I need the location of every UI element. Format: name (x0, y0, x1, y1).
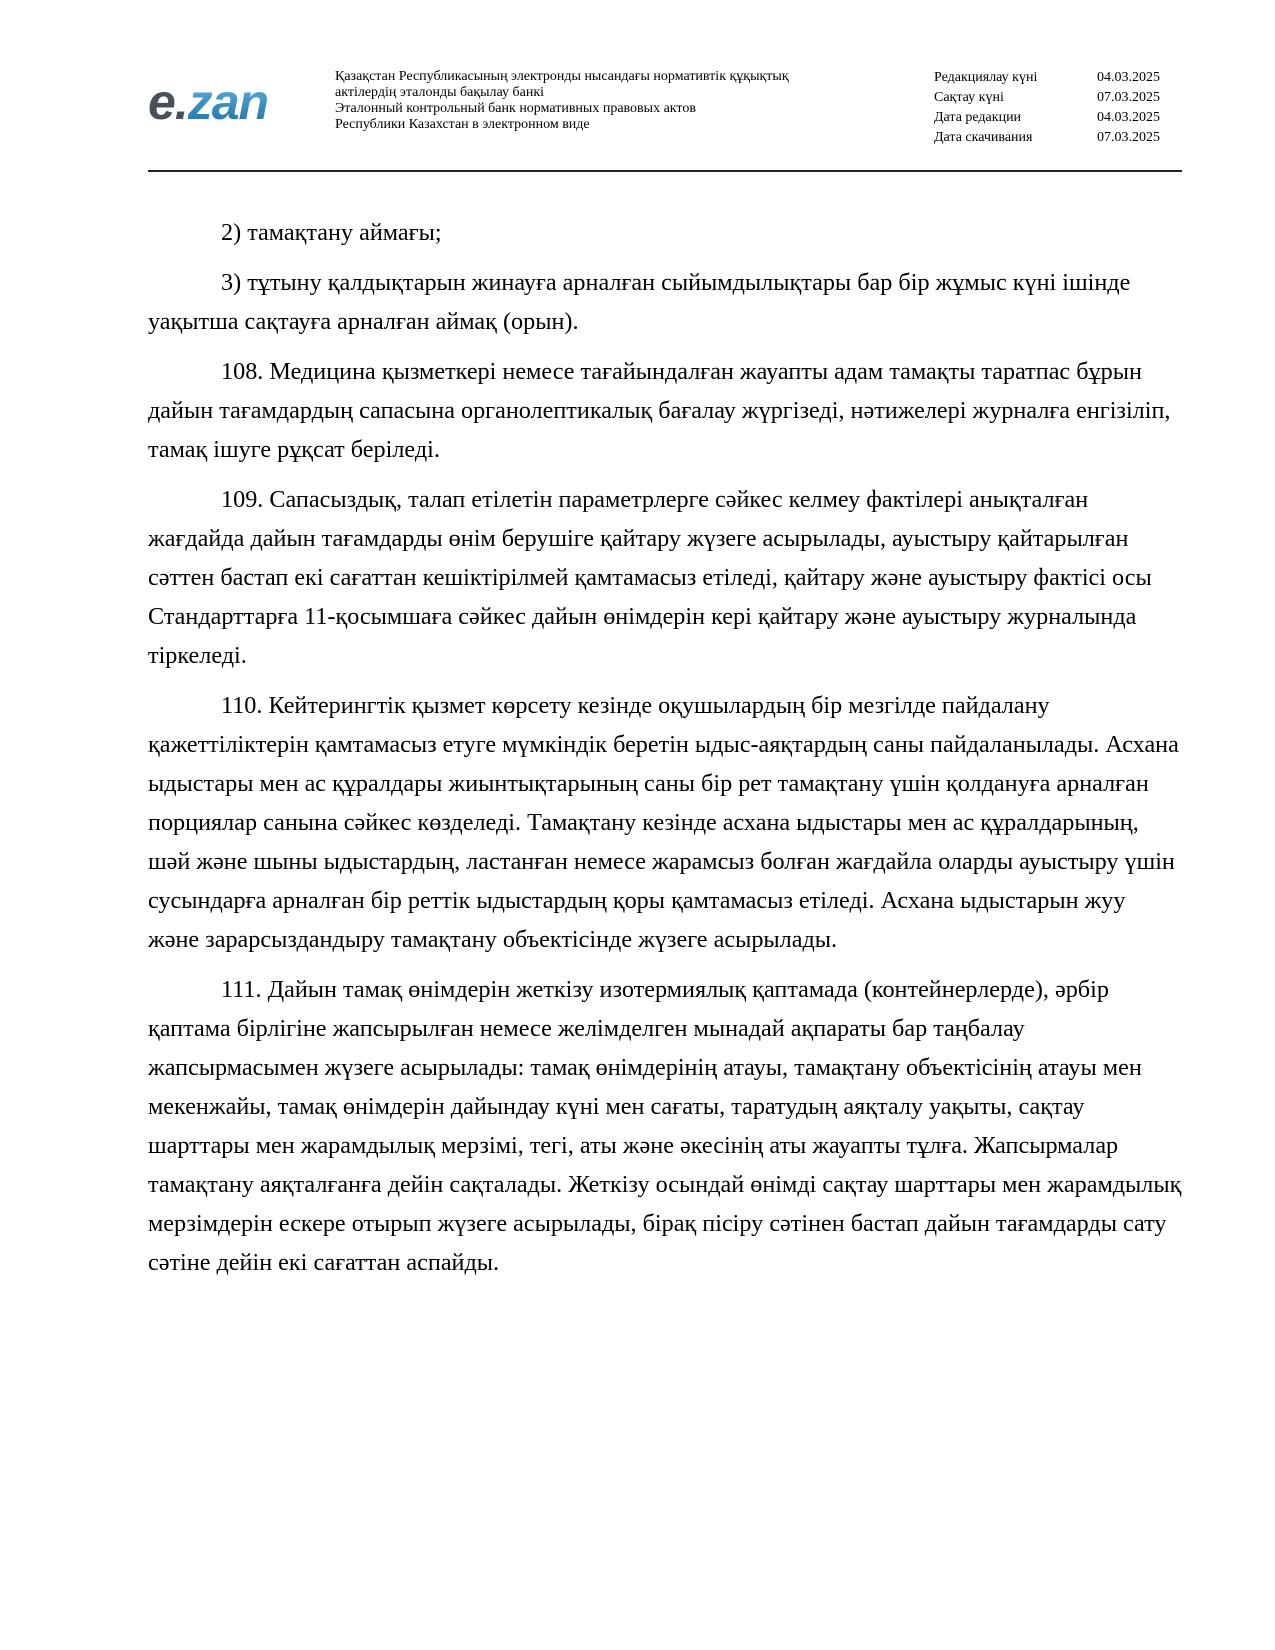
meta-label: Дата скачивания (934, 130, 1033, 145)
paragraph: 2) тамақтану аймағы; (221, 219, 442, 246)
paragraph: 110. Кейтерингтік қызмет көрсету кезінде оқушылардың бір мезгілде пайдалану қажеттіліктерін қамтамасыз етуге мүмкіндік беретін ыдыс-аяқтардың саны пайдаланылады. Асхана ыдыстары мен ас құралдары жиынтықтарының саны бір рет тамақтану үшін қолдануға арналған порциялар санына сәйкес көзделеді. Тамақтану кезінде асхана ыдыстары мен ас құралдарының, шәй және шыны ыдыстардың, ластанған немесе жарамсыз болған жағдайла оларды ауыстыру үшін сусындарға арналған бір реттік ыдыстардың қоры қамтамасыз етіледі. Асхана ыдыстарын жуу және зарарсыздандыру тамақтану объектісінде жүзеге асырылады. (148, 692, 1179, 953)
meta-label: Редакциялау күні (934, 70, 1038, 85)
meta-value: 07.03.2025 (1097, 90, 1160, 105)
header-title-line: актілердің эталонды бақылау банкі (335, 85, 545, 100)
logo-e: e. (148, 74, 188, 130)
header-title-line: Қазақстан Республикасының электронды нысандағы нормативтік құқықтық (335, 69, 789, 84)
ezan-logo (148, 76, 268, 128)
header-titles (335, 69, 895, 133)
meta-row (934, 68, 1182, 88)
header-meta (934, 68, 1182, 148)
paragraph: 108. Медицина қызметкері немесе тағайындалған жауапты адам тамақты таратпас бұрын дайын тағамдардың сапасына органолептикалық бағалау жүргізеді, нәтижелері журналға енгізіліп, тамақ ішуге рұқсат беріледі. (148, 358, 1171, 463)
meta-value: 07.03.2025 (1097, 130, 1160, 145)
meta-row (934, 128, 1182, 148)
meta-row (934, 88, 1182, 108)
document-body (148, 213, 1182, 1293)
document-header (148, 60, 1182, 168)
header-divider (148, 170, 1182, 172)
meta-label: Дата редакции (934, 110, 1022, 125)
logo-zan: zan (187, 74, 269, 130)
meta-value: 04.03.2025 (1097, 110, 1160, 125)
meta-label: Сақтау күні (934, 90, 1004, 105)
header-title-line: Эталонный контрольный банк нормативных правовых актов (335, 101, 696, 116)
paragraph: 111. Дайын тамақ өнімдерін жеткізу изотермиялық қаптамада (контейнерлерде), әрбір қаптама бірлігіне жапсырылған немесе желімделген мынадай ақпараты бар таңбалау жапсырмасымен жүзеге асырылады: тамақ өнімдерінің атауы, тамақтану объектісінің атауы мен мекенжайы, тамақ өнімдерін дайындау күні мен сағаты, таратудың аяқталу уақыты, сақтау шарттары мен жарамдылық мерзімі, тегі, аты және әкесінің аты жауапты тұлға. Жапсырмалар тамақтану аяқталғанға дейін сақталады. Жеткізу осындай өнімді сақтау шарттары мен жарамдылық мерзімдерін ескере отырып жүзеге асырылады, бірақ пісіру сәтінен бастап дайын тағамдарды сату сәтіне дейін екі сағаттан аспайды. (148, 976, 1182, 1276)
meta-row (934, 108, 1182, 128)
paragraph: 3) тұтыну қалдықтарын жинауға арналған сыйымдылықтары бар бір жұмыс күні ішінде уақытша сақтауға арналған аймақ (орын). (148, 269, 1131, 335)
paragraph: 109. Сапасыздық, талап етілетін параметрлерге сәйкес келмеу фактілері анықталған жағдайда дайын тағамдарды өнім берушіге қайтару жүзеге асырылады, ауыстыру қайтарылған сәттен бастап екі сағаттан кешіктірілмей қамтамасыз етіледі, қайтару және ауыстыру фактісі осы Стандарттарға 11-қосымшаға сәйкес дайын өнімдерін кері қайтару және ауыстыру журналында тіркеледі. (148, 486, 1152, 669)
meta-value: 04.03.2025 (1097, 70, 1160, 85)
header-title-line: Республики Казахстан в электронном виде (335, 117, 590, 132)
